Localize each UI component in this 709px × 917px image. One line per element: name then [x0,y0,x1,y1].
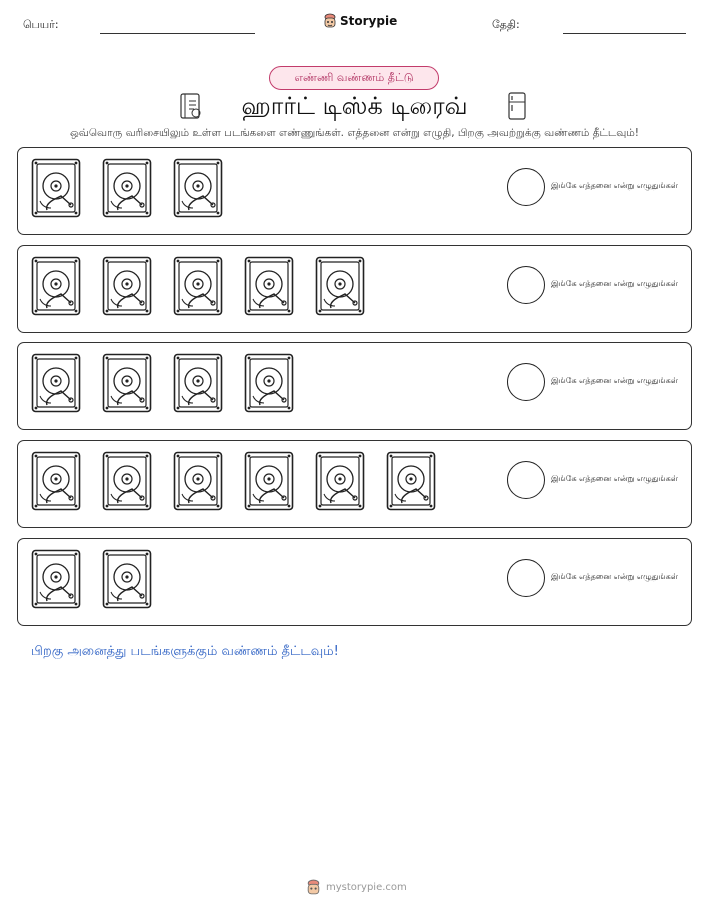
hard-drive-icon [315,451,365,511]
brand-name: Storypie [340,14,398,28]
answer-hint: இங்கே எத்தனை என்று எழுதுங்கள் [551,278,678,288]
date-label: தேதி: [492,18,520,31]
answer-circle[interactable] [507,559,545,597]
answer-circle[interactable] [507,461,545,499]
hard-drive-icon [102,549,152,609]
hard-drive-icon [31,353,81,413]
hard-drive-icon [173,451,223,511]
footer-site [306,879,407,896]
answer-circle[interactable] [507,266,545,304]
answer-circle[interactable] [507,168,545,206]
hard-drive-icon [31,549,81,609]
counting-row [17,147,692,235]
hard-drive-icon [31,451,81,511]
counting-row [17,440,692,528]
footer-site-text: mystorypie.com [326,882,407,893]
hard-drive-icon [31,158,81,218]
storypie-mascot-icon [323,13,337,29]
date-line[interactable] [563,33,686,34]
storypie-mascot-icon [306,879,321,896]
answer-hint: இங்கே எத்தனை என்று எழுதுங்கள் [551,571,678,581]
hard-drive-icon [173,256,223,316]
instructions: ஒவ்வொரு வரிசையிலும் உள்ள படங்களை எண்ணுங்கள். எத்தனை என்று எழுதி, பிறகு அவற்றுக்கு வண்ணம் தீட்டவும்! [70,127,639,139]
page-title: ஹார்ட் டிஸ்க் டிரைவ் [241,92,468,120]
hard-drive-icon [102,158,152,218]
counting-row [17,245,692,333]
name-line[interactable] [100,33,255,34]
footer-message: பிறகு அனைத்து படங்களுக்கும் வண்ணம் தீட்டவும்! [31,644,339,659]
hard-drive-icon [244,353,294,413]
hard-drive-icon [315,256,365,316]
answer-hint: இங்கே எத்தனை என்று எழுதுங்கள் [551,376,678,386]
hard-drive-icon [102,256,152,316]
counting-row [17,342,692,430]
hard-drive-icon [386,451,436,511]
hard-drive-icon [102,353,152,413]
worksheet-badge: எண்ணி வண்ணம் தீட்டு [269,66,439,90]
answer-circle[interactable] [507,363,545,401]
name-label: பெயர்: [23,18,59,31]
hard-drive-icon [244,451,294,511]
hard-drive-icon [173,353,223,413]
fridge-icon [505,91,529,121]
hard-drive-icon [244,256,294,316]
hard-drive-icon [102,451,152,511]
answer-hint: இங்கே எத்தனை என்று எழுதுங்கள் [551,474,678,484]
brand-logo [323,13,397,29]
answer-hint: இங்கே எத்தனை என்று எழுதுங்கள் [551,181,678,190]
counting-row [17,538,692,626]
hard-drive-icon [31,256,81,316]
hard-drive-icon [173,158,223,218]
